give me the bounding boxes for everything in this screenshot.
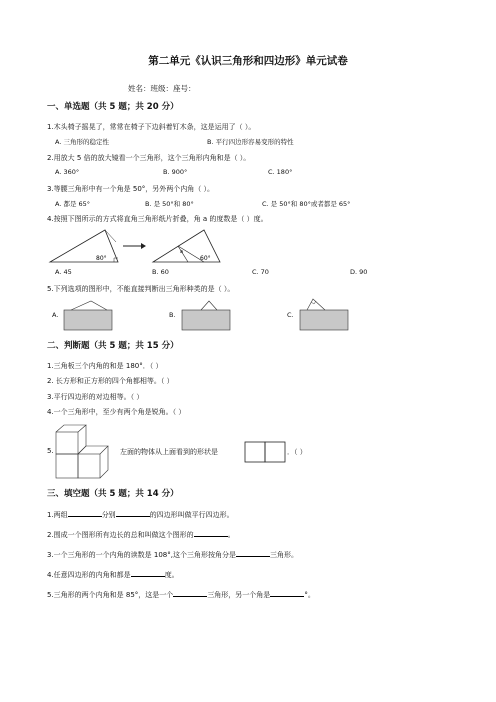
- angle-label-a: a: [180, 249, 184, 255]
- q5-option-a[interactable]: A.: [52, 311, 59, 319]
- judge-5-number: 5.: [47, 447, 54, 455]
- q2-option-a[interactable]: A. 360°: [55, 168, 80, 176]
- section-2-heading: 二、判断题（共 5 题；共 15 分）: [47, 341, 179, 351]
- section-1-heading: 一、单选题（共 5 题；共 20 分）: [47, 102, 179, 112]
- q4-fold-figure: [48, 226, 228, 264]
- q5-figure-c: [299, 298, 349, 332]
- judge-3: 3.平行四边形的对边相等。（ ）: [47, 393, 144, 401]
- q3-option-b[interactable]: B. 是 50°和 80°: [145, 200, 194, 208]
- judge-5-top-view: [244, 441, 288, 463]
- q2-option-c[interactable]: C. 180°: [268, 168, 293, 176]
- q4-option-a[interactable]: A. 45: [55, 268, 72, 276]
- fill-2: 2.围成一个图形所有边长的总和叫做这个图形的 。: [47, 531, 235, 539]
- judge-2: 2. 长方形和正方形的四个角都相等。（ ）: [47, 377, 174, 385]
- blank-5a[interactable]: [173, 590, 207, 597]
- q3-text: 3.等腰三角形中有一个角是 50°，另外两个内角（ ）。: [47, 185, 215, 193]
- judge-5-text: 左面的物体从上面看到的形状是: [120, 448, 218, 456]
- blank-3[interactable]: [236, 550, 270, 557]
- q3-option-c[interactable]: C. 是 50°和 80°或者都是 65°: [262, 200, 351, 208]
- judge-1: 1.三角板三个内角的和是 180°．（ ）: [47, 362, 163, 370]
- q3-option-a[interactable]: A. 都是 65°: [55, 200, 91, 208]
- q1-option-a[interactable]: A. 三角形的稳定性: [55, 138, 109, 146]
- fill-4: 4.任意四边形的内角和都是 度。: [47, 571, 179, 579]
- q5-option-c[interactable]: C.: [287, 311, 294, 319]
- q5-text: 5.下列选项的图形中，不能直接判断出三角形种类的是（ ）。: [47, 285, 235, 293]
- blank-2[interactable]: [194, 530, 228, 537]
- page-title: 第二单元《认识三角形和四边形》单元试卷: [148, 55, 348, 67]
- q4-option-d[interactable]: D. 90: [350, 268, 368, 276]
- fill-1: 1.两组 分别 的四边形叫做平行四边形。: [47, 511, 234, 519]
- judge-5-tail: ．（ ）: [287, 448, 307, 456]
- q5-figure-b: [181, 300, 231, 332]
- judge-5-cube-figure: [54, 424, 120, 480]
- section-3-heading: 三、填空题（共 5 题；共 14 分）: [47, 489, 179, 499]
- judge-4: 4.一个三角形中，至少有两个角是锐角。（ ）: [47, 408, 186, 416]
- q1-option-b[interactable]: B. 平行四边形容易变形的特性: [207, 138, 294, 146]
- fill-3: 3.一个三角形的一个内角的读数是 108°,这个三角形按角分是 三角形。: [47, 551, 298, 559]
- blank-1a[interactable]: [68, 510, 102, 517]
- angle-label-80: 80°: [96, 255, 107, 262]
- q2-option-b[interactable]: B. 900°: [163, 168, 188, 176]
- triangle-original: [50, 230, 118, 262]
- fill-5: 5.三角形的两个内角和是 85°，这是一个 三角形，另一个角是 °。: [47, 591, 315, 599]
- q1-text: 1.木头椅子摇晃了，常常在椅子下边斜着钉木条，这是运用了（ ）。: [47, 123, 256, 131]
- blank-1b[interactable]: [116, 510, 150, 517]
- q4-option-b[interactable]: B. 60: [152, 268, 169, 276]
- q2-text: 2.用放大 5 倍的放大镜看一个三角形，这个三角形内角和是（ ）。: [47, 154, 251, 162]
- angle-label-60: 60°: [200, 255, 211, 262]
- student-info: 姓名：班级：座号：: [128, 84, 196, 93]
- q4-option-c[interactable]: C. 70: [252, 268, 269, 276]
- q5-figure-a: [63, 300, 113, 332]
- blank-5b[interactable]: [270, 590, 304, 597]
- blank-4[interactable]: [131, 570, 165, 577]
- q4-text: 4.按照下图所示的方式将直角三角形纸片折叠，角 a 的度数是（ ）度。: [47, 215, 268, 223]
- q5-option-b[interactable]: B.: [169, 311, 176, 319]
